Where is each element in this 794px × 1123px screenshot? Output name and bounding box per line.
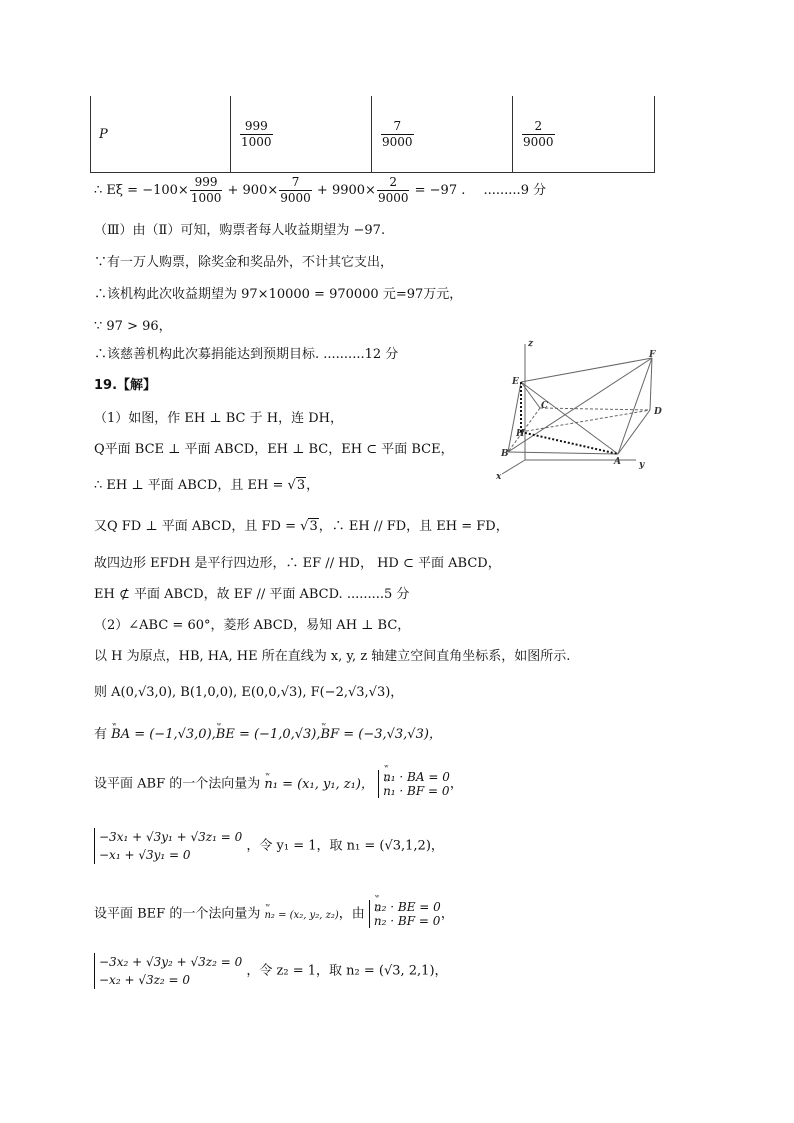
table-row-label: P <box>91 96 231 173</box>
table-cell: $\frac{2}{9000}$ <box>513 96 655 173</box>
equation-system: ʷ n₂ · BE = 0 ʷ n₂ · BF = 0 <box>369 900 441 928</box>
part3-line-2: ∵有一万人购票，除奖金和奖品外，不计其它支出， <box>94 255 394 270</box>
q19-line-5: 故四边形 EFDH 是平行四边形，∴ EF // HD， HD ⊂ 平面 ABCD， <box>94 556 501 571</box>
q19-line-11: 设平面 ABF 的一个法向量为 ʷ n₁ = (x₁, y₁, z₁)， ʷ n₁ · BA = 0 ʷ n₁ · BF = 0 ， <box>94 770 463 798</box>
table-cell: $\frac{7}{9000}$ <box>372 96 513 173</box>
part3-line-1: （Ⅲ）由（Ⅱ）可知，购票者每人收益期望为 −97. <box>94 223 386 238</box>
label-f: F <box>649 350 656 360</box>
label-y: y <box>639 460 645 470</box>
equation-system: −3x₂ + √3y₂ + √3z₂ = 0 −x₂ + √3z₂ = 0 <box>94 953 242 989</box>
table-row <box>91 96 655 173</box>
q19-line-13: 设平面 BEF 的一个法向量为 ʷ n₂ = (x₂, y₂, z₂)，由 ʷ n₂ · BE = 0 ʷ n₂ · BF = 0 ， <box>94 900 454 928</box>
part3-line-3: ∴该机构此次收益期望为 97×10000 = 970000 元=97万元， <box>94 287 463 302</box>
label-b: B <box>501 449 509 459</box>
expectation-formula: ∴ Eξ = −100× $\frac{999}{1000}$ + 900× $\frac{7}{9000}$ + 9900× $\frac{2}{9000}$ = −97 . .........9 分 <box>94 175 547 205</box>
table-cell: $\frac{999}{1000}$ <box>231 96 372 173</box>
solid-geometry-figure <box>488 336 678 482</box>
label-e: E <box>512 377 519 387</box>
q19-line-4: 又Q FD ⊥ 平面 ABCD，且 FD = √3，∴ EH // FD，且 EH = FD， <box>94 519 509 534</box>
equation-system: ʷ n₁ · BA = 0 ʷ n₁ · BF = 0 <box>378 770 450 798</box>
q19-system-2: −3x₂ + √3y₂ + √3z₂ = 0 −x₂ + √3z₂ = 0 ，令 z₂ = 1，取 n₂ = (√3, 2,1)， <box>94 953 448 989</box>
equation-system: −3x₁ + √3y₁ + √3z₁ = 0 −x₁ + √3y₁ = 0 <box>94 828 242 864</box>
label-x: x <box>496 472 502 482</box>
label-h: H <box>516 429 525 439</box>
q19-line-1: （1）如图，作 EH ⊥ BC 于 H，连 DH， <box>94 411 343 426</box>
q19-line-7: （2）∠ABC = 60°，菱形 ABCD，易知 AH ⊥ BC， <box>94 618 411 633</box>
question-19-heading: 19.【解】 <box>94 378 157 393</box>
q19-line-9: 则 A(0,√3,0), B(1,0,0), E(0,0,√3), F(−2,√3,√3)， <box>94 685 404 700</box>
part3-line-5: ∴该慈善机构此次募捐能达到预期目标. ..........12 分 <box>94 347 399 362</box>
x-axis <box>502 460 525 474</box>
q19-system-1: −3x₁ + √3y₁ + √3z₁ = 0 −x₁ + √3y₁ = 0 ，令 y₁ = 1，取 n₁ = (√3,1,2)， <box>94 828 444 864</box>
q19-line-3: ∴ EH ⊥ 平面 ABCD，且 EH = √3， <box>94 478 320 493</box>
q19-line-6: EH ⊄ 平面 ABCD，故 EF // 平面 ABCD. .........5 分 <box>94 587 410 602</box>
q19-line-2: Q平面 BCE ⊥ 平面 ABCD，EH ⊥ BC，EH ⊂ 平面 BCE， <box>94 442 454 457</box>
label-z: z <box>528 339 534 349</box>
part3-line-4: ∵ 97 > 96， <box>94 319 172 334</box>
q19-line-8: 以 H 为原点，HB, HA, HE 所在直线为 x, y, z 轴建立空间直角坐标系，如图所示. <box>94 649 571 664</box>
label-d: D <box>654 407 662 417</box>
probability-table <box>90 96 655 173</box>
q19-line-10: 有 ʷ BA = (−1,√3,0),ʷ BE = (−1,0,√3),ʷ BF = (−3,√3,√3)， <box>94 726 442 744</box>
score-mark: .........9 分 <box>483 183 547 198</box>
label-c: C <box>541 401 549 411</box>
label-a: A <box>614 457 621 467</box>
